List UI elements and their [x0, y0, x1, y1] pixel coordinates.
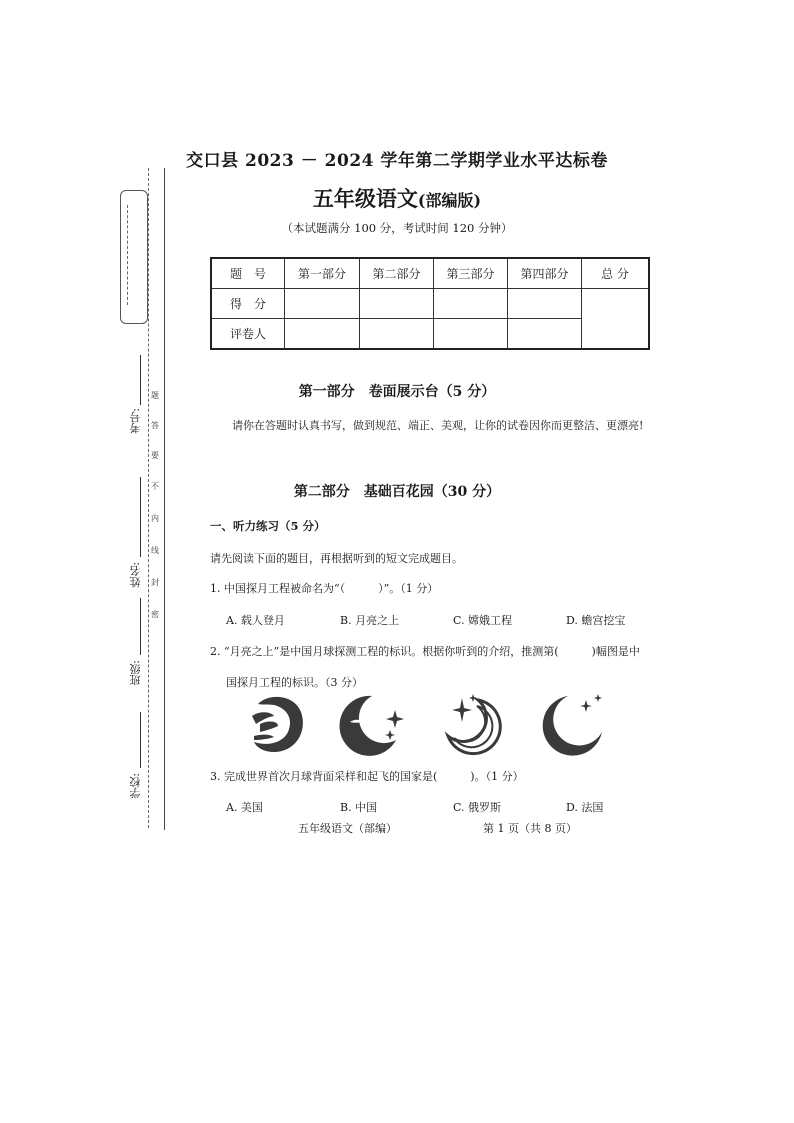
score-cell[interactable] [508, 289, 582, 319]
seal-char: 要 [151, 451, 159, 460]
table-header: 第四部分 [508, 258, 582, 289]
exam-no-label: 考号: [129, 408, 142, 434]
grader-cell[interactable] [434, 319, 508, 350]
outline-moon-logo[interactable] [440, 692, 506, 758]
section1-title: 一、听力练习（5 分） [210, 519, 326, 533]
q1-option-a[interactable]: A. 载人登月 [226, 614, 285, 627]
page-number: 第 1 页（共 8 页） [483, 822, 577, 835]
seal-char: 内 [151, 514, 159, 523]
total-cell[interactable] [582, 289, 650, 350]
score-cell[interactable] [285, 289, 360, 319]
seal-char: 封 [151, 578, 159, 587]
table-header: 第一部分 [285, 258, 360, 289]
school-label: 学校: [129, 773, 142, 799]
q3-option-c[interactable]: C. 俄罗斯 [453, 801, 502, 814]
exam-title: 交口县 2023 － 2024 学年第二学期学业水平达标卷 [186, 151, 608, 171]
grader-cell[interactable] [285, 319, 360, 350]
row-label: 得 分 [211, 289, 285, 319]
row-label: 评卷人 [211, 319, 285, 350]
seal-char: 线 [151, 546, 159, 555]
footer-subject: 五年级语文（部编） [298, 822, 397, 835]
name-label: 姓名: [129, 562, 142, 588]
grader-cell[interactable] [508, 319, 582, 350]
grader-cell[interactable] [360, 319, 434, 350]
part2-title: 第二部分 基础百花园（30 分） [293, 484, 501, 500]
crescent-stars-logo[interactable] [540, 692, 608, 758]
q1-option-d[interactable]: D. 蟾宫挖宝 [566, 614, 626, 627]
table-row [211, 289, 649, 319]
seal-char: 答 [151, 421, 159, 430]
subject-name: 五年级语文 [312, 186, 418, 211]
part1-instruction: 请你在答题时认真书写，做到规范、端正、美观，让你的试卷因你而更整洁、更漂亮! [232, 419, 644, 432]
q1-option-b[interactable]: B. 月亮之上 [340, 614, 400, 627]
score-table [210, 257, 650, 350]
q1-stem: 1. 中国探月工程被命名为“（ ）”。（1 分） [210, 582, 439, 595]
class-label: 班级: [129, 660, 142, 686]
table-header-row [211, 258, 649, 289]
seal-char: 不 [151, 482, 159, 491]
q2-stem-line1: 2. “月亮之上”是中国月球探测工程的标识。根据你听到的介绍，推测第( )幅图是中 [210, 645, 640, 658]
q3-option-a[interactable]: A. 美国 [226, 801, 263, 814]
score-cell[interactable] [360, 289, 434, 319]
subject-title [0, 183, 794, 213]
table-header: 第三部分 [434, 258, 508, 289]
crescent-face-logo[interactable] [338, 692, 410, 758]
class-line[interactable] [140, 598, 141, 655]
school-line[interactable] [140, 712, 141, 768]
brush-moon-logo[interactable] [248, 690, 308, 756]
q1-option-c[interactable]: C. 嫦娥工程 [453, 614, 513, 627]
section1-intro: 请先阅读下面的题目，再根据听到的短文完成题目。 [210, 552, 463, 565]
q2-stem-line2: 国探月工程的标识。（3 分） [226, 676, 363, 689]
edition-label: (部编版) [417, 191, 482, 210]
seal-char: 题 [151, 391, 159, 400]
table-header: 题 号 [211, 258, 285, 289]
q3-option-d[interactable]: D. 法国 [566, 801, 604, 814]
score-cell[interactable] [434, 289, 508, 319]
table-header: 总 分 [582, 258, 650, 289]
q3-option-b[interactable]: B. 中国 [340, 801, 378, 814]
table-header: 第二部分 [360, 258, 434, 289]
exam-note: （本试题满分 100 分，考试时间 120 分钟） [281, 221, 513, 235]
part1-title: 第一部分 卷面展示台（5 分） [298, 384, 496, 400]
q3-stem: 3. 完成世界首次月球背面采样和起飞的国家是( )。（1 分） [210, 770, 524, 783]
seal-char: 密 [151, 610, 159, 619]
